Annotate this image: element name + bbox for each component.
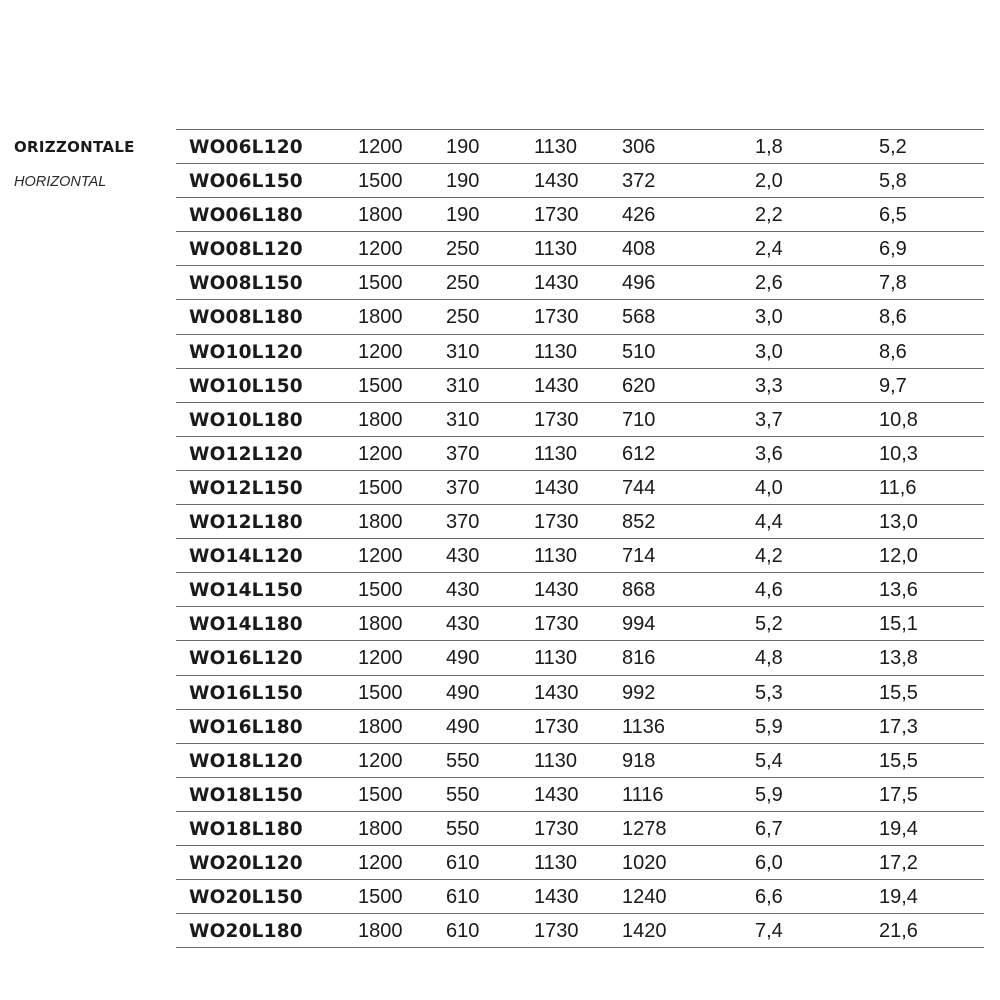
table-row bbox=[176, 335, 984, 369]
value-cell-1: 1200 bbox=[358, 647, 403, 670]
model-code-cell: WO20L150 bbox=[189, 887, 303, 909]
value-cell-5: 4,8 bbox=[755, 647, 783, 670]
value-cell-4: 568 bbox=[622, 306, 656, 329]
value-cell-2: 490 bbox=[446, 715, 480, 738]
value-cell-1: 1500 bbox=[358, 170, 403, 193]
table-row bbox=[176, 130, 984, 164]
value-cell-2: 610 bbox=[446, 920, 480, 943]
value-cell-3: 1130 bbox=[534, 647, 578, 670]
model-code-cell: WO06L180 bbox=[189, 205, 303, 227]
model-code-cell: WO16L180 bbox=[189, 716, 303, 738]
section-title: ORIZZONTALE bbox=[14, 138, 135, 156]
value-cell-5: 5,4 bbox=[755, 749, 783, 772]
value-cell-2: 490 bbox=[446, 681, 480, 704]
value-cell-2: 550 bbox=[446, 783, 480, 806]
value-cell-1: 1200 bbox=[358, 442, 403, 465]
model-code-cell: WO18L150 bbox=[189, 784, 303, 806]
value-cell-2: 250 bbox=[446, 306, 480, 329]
value-cell-1: 1800 bbox=[358, 204, 403, 227]
value-cell-2: 430 bbox=[446, 545, 480, 568]
value-cell-3: 1730 bbox=[534, 920, 579, 943]
value-cell-6: 5,8 bbox=[879, 170, 907, 193]
value-cell-3: 1130 bbox=[534, 340, 578, 363]
value-cell-2: 190 bbox=[446, 204, 480, 227]
value-cell-3: 1430 bbox=[534, 579, 579, 602]
value-cell-3: 1430 bbox=[534, 783, 579, 806]
value-cell-4: 744 bbox=[622, 476, 656, 499]
value-cell-5: 4,2 bbox=[755, 545, 783, 568]
model-code-cell: WO10L180 bbox=[189, 409, 303, 431]
model-code-cell: WO06L150 bbox=[189, 171, 303, 193]
value-cell-6: 17,2 bbox=[879, 851, 918, 874]
value-cell-3: 1430 bbox=[534, 170, 579, 193]
value-cell-3: 1430 bbox=[534, 374, 579, 397]
value-cell-6: 17,3 bbox=[879, 715, 918, 738]
value-cell-5: 2,2 bbox=[755, 204, 783, 227]
value-cell-1: 1800 bbox=[358, 715, 403, 738]
model-code-cell: WO18L180 bbox=[189, 818, 303, 840]
value-cell-1: 1200 bbox=[358, 851, 403, 874]
value-cell-3: 1430 bbox=[534, 681, 579, 704]
table-row bbox=[176, 164, 984, 198]
value-cell-4: 1278 bbox=[622, 817, 667, 840]
table-row bbox=[176, 710, 984, 744]
value-cell-5: 2,4 bbox=[755, 238, 783, 261]
value-cell-1: 1500 bbox=[358, 272, 403, 295]
value-cell-5: 6,6 bbox=[755, 886, 783, 909]
value-cell-2: 430 bbox=[446, 579, 480, 602]
value-cell-6: 17,5 bbox=[879, 783, 918, 806]
value-cell-6: 11,6 bbox=[879, 476, 917, 499]
value-cell-4: 306 bbox=[622, 136, 656, 158]
value-cell-1: 1800 bbox=[358, 306, 403, 329]
table-row bbox=[176, 369, 984, 403]
value-cell-1: 1500 bbox=[358, 476, 403, 499]
table-row bbox=[176, 744, 984, 778]
value-cell-6: 19,4 bbox=[879, 817, 918, 840]
model-code-cell: WO08L120 bbox=[189, 239, 303, 261]
model-code-cell: WO14L150 bbox=[189, 580, 303, 602]
value-cell-4: 620 bbox=[622, 374, 656, 397]
value-cell-5: 3,3 bbox=[755, 374, 783, 397]
value-cell-2: 610 bbox=[446, 886, 480, 909]
value-cell-4: 852 bbox=[622, 511, 656, 534]
value-cell-6: 5,2 bbox=[879, 136, 907, 158]
value-cell-5: 5,2 bbox=[755, 613, 783, 636]
table-row bbox=[176, 778, 984, 812]
value-cell-2: 490 bbox=[446, 647, 480, 670]
table-row bbox=[176, 812, 984, 846]
value-cell-3: 1130 bbox=[534, 442, 578, 465]
value-cell-3: 1730 bbox=[534, 408, 579, 431]
value-cell-6: 15,5 bbox=[879, 681, 918, 704]
value-cell-4: 1116 bbox=[622, 783, 664, 806]
value-cell-3: 1730 bbox=[534, 511, 579, 534]
model-code-cell: WO14L120 bbox=[189, 546, 303, 568]
value-cell-4: 714 bbox=[622, 545, 656, 568]
table-row bbox=[176, 403, 984, 437]
table-row bbox=[176, 676, 984, 710]
value-cell-1: 1800 bbox=[358, 511, 403, 534]
value-cell-3: 1130 bbox=[534, 851, 578, 874]
value-cell-3: 1430 bbox=[534, 476, 579, 499]
value-cell-5: 3,0 bbox=[755, 340, 783, 363]
value-cell-1: 1500 bbox=[358, 783, 403, 806]
value-cell-6: 10,3 bbox=[879, 442, 918, 465]
value-cell-2: 190 bbox=[446, 136, 480, 158]
model-code-cell: WO12L120 bbox=[189, 443, 303, 465]
value-cell-1: 1200 bbox=[358, 340, 403, 363]
value-cell-6: 12,0 bbox=[879, 545, 918, 568]
spec-table bbox=[176, 129, 984, 948]
value-cell-6: 13,8 bbox=[879, 647, 918, 670]
value-cell-4: 372 bbox=[622, 170, 656, 193]
value-cell-4: 1020 bbox=[622, 851, 667, 874]
value-cell-5: 5,9 bbox=[755, 715, 783, 738]
table-row bbox=[176, 232, 984, 266]
value-cell-4: 816 bbox=[622, 647, 656, 670]
value-cell-2: 370 bbox=[446, 476, 480, 499]
table-row bbox=[176, 437, 984, 471]
value-cell-2: 550 bbox=[446, 817, 480, 840]
model-code-cell: WO12L150 bbox=[189, 477, 303, 499]
value-cell-3: 1730 bbox=[534, 613, 579, 636]
section-subtitle: HORIZONTAL bbox=[14, 174, 107, 190]
model-code-cell: WO14L180 bbox=[189, 614, 303, 636]
value-cell-6: 8,6 bbox=[879, 306, 907, 329]
value-cell-5: 5,3 bbox=[755, 681, 783, 704]
value-cell-1: 1500 bbox=[358, 681, 403, 704]
value-cell-4: 426 bbox=[622, 204, 656, 227]
value-cell-3: 1130 bbox=[534, 545, 578, 568]
value-cell-5: 2,0 bbox=[755, 170, 783, 193]
value-cell-1: 1200 bbox=[358, 545, 403, 568]
value-cell-5: 6,7 bbox=[755, 817, 783, 840]
value-cell-5: 7,4 bbox=[755, 920, 783, 943]
value-cell-4: 1240 bbox=[622, 886, 667, 909]
table-row bbox=[176, 573, 984, 607]
value-cell-4: 918 bbox=[622, 749, 656, 772]
value-cell-5: 4,0 bbox=[755, 476, 783, 499]
table-row bbox=[176, 539, 984, 573]
value-cell-1: 1800 bbox=[358, 920, 403, 943]
value-cell-3: 1730 bbox=[534, 715, 579, 738]
value-cell-6: 13,6 bbox=[879, 579, 918, 602]
value-cell-5: 4,6 bbox=[755, 579, 783, 602]
value-cell-6: 19,4 bbox=[879, 886, 918, 909]
value-cell-2: 370 bbox=[446, 511, 480, 534]
value-cell-5: 3,6 bbox=[755, 442, 783, 465]
table-row bbox=[176, 846, 984, 880]
value-cell-3: 1430 bbox=[534, 886, 579, 909]
value-cell-2: 250 bbox=[446, 238, 480, 261]
value-cell-4: 994 bbox=[622, 613, 656, 636]
value-cell-5: 4,4 bbox=[755, 511, 783, 534]
value-cell-5: 3,0 bbox=[755, 306, 783, 329]
model-code-cell: WO10L120 bbox=[189, 341, 303, 363]
value-cell-4: 1420 bbox=[622, 920, 667, 943]
value-cell-1: 1800 bbox=[358, 613, 403, 636]
value-cell-2: 310 bbox=[446, 408, 480, 431]
value-cell-1: 1200 bbox=[358, 136, 403, 158]
value-cell-3: 1130 bbox=[534, 238, 578, 261]
value-cell-2: 190 bbox=[446, 170, 480, 193]
value-cell-1: 1200 bbox=[358, 749, 403, 772]
value-cell-5: 3,7 bbox=[755, 408, 783, 431]
model-code-cell: WO08L150 bbox=[189, 273, 303, 295]
value-cell-2: 310 bbox=[446, 374, 480, 397]
value-cell-5: 5,9 bbox=[755, 783, 783, 806]
value-cell-4: 510 bbox=[622, 340, 656, 363]
value-cell-1: 1800 bbox=[358, 817, 403, 840]
model-code-cell: WO20L180 bbox=[189, 921, 303, 943]
value-cell-1: 1500 bbox=[358, 374, 403, 397]
table-row bbox=[176, 266, 984, 300]
model-code-cell: WO06L120 bbox=[189, 137, 303, 158]
value-cell-3: 1730 bbox=[534, 204, 579, 227]
value-cell-4: 1136 bbox=[622, 715, 666, 738]
value-cell-1: 1800 bbox=[358, 408, 403, 431]
value-cell-3: 1730 bbox=[534, 306, 579, 329]
table-row bbox=[176, 300, 984, 334]
value-cell-6: 6,9 bbox=[879, 238, 907, 261]
table-row bbox=[176, 198, 984, 232]
value-cell-6: 8,6 bbox=[879, 340, 907, 363]
model-code-cell: WO10L150 bbox=[189, 375, 303, 397]
table-row bbox=[176, 505, 984, 539]
value-cell-2: 550 bbox=[446, 749, 480, 772]
value-cell-1: 1200 bbox=[358, 238, 403, 261]
value-cell-6: 21,6 bbox=[879, 920, 918, 943]
table-row bbox=[176, 880, 984, 914]
value-cell-6: 6,5 bbox=[879, 204, 907, 227]
value-cell-4: 408 bbox=[622, 238, 656, 261]
value-cell-5: 2,6 bbox=[755, 272, 783, 295]
value-cell-4: 612 bbox=[622, 442, 656, 465]
value-cell-1: 1500 bbox=[358, 886, 403, 909]
table-row bbox=[176, 914, 984, 948]
value-cell-3: 1430 bbox=[534, 272, 579, 295]
value-cell-6: 15,5 bbox=[879, 749, 918, 772]
value-cell-3: 1730 bbox=[534, 817, 579, 840]
model-code-cell: WO16L120 bbox=[189, 648, 303, 670]
value-cell-6: 15,1 bbox=[879, 613, 918, 636]
value-cell-6: 7,8 bbox=[879, 272, 907, 295]
value-cell-2: 370 bbox=[446, 442, 480, 465]
table-row bbox=[176, 607, 984, 641]
value-cell-1: 1500 bbox=[358, 579, 403, 602]
value-cell-3: 1130 bbox=[534, 749, 578, 772]
table-row bbox=[176, 641, 984, 675]
value-cell-3: 1130 bbox=[534, 136, 578, 158]
value-cell-2: 310 bbox=[446, 340, 480, 363]
value-cell-2: 610 bbox=[446, 851, 480, 874]
value-cell-4: 496 bbox=[622, 272, 656, 295]
value-cell-4: 710 bbox=[622, 408, 656, 431]
value-cell-4: 992 bbox=[622, 681, 656, 704]
value-cell-5: 6,0 bbox=[755, 851, 783, 874]
value-cell-5: 1,8 bbox=[755, 136, 783, 158]
model-code-cell: WO12L180 bbox=[189, 512, 303, 534]
value-cell-6: 13,0 bbox=[879, 511, 918, 534]
value-cell-2: 430 bbox=[446, 613, 480, 636]
model-code-cell: WO08L180 bbox=[189, 307, 303, 329]
model-code-cell: WO20L120 bbox=[189, 852, 303, 874]
value-cell-6: 10,8 bbox=[879, 408, 918, 431]
value-cell-6: 9,7 bbox=[879, 374, 907, 397]
model-code-cell: WO18L120 bbox=[189, 750, 303, 772]
value-cell-2: 250 bbox=[446, 272, 480, 295]
value-cell-4: 868 bbox=[622, 579, 656, 602]
model-code-cell: WO16L150 bbox=[189, 682, 303, 704]
table-row bbox=[176, 471, 984, 505]
